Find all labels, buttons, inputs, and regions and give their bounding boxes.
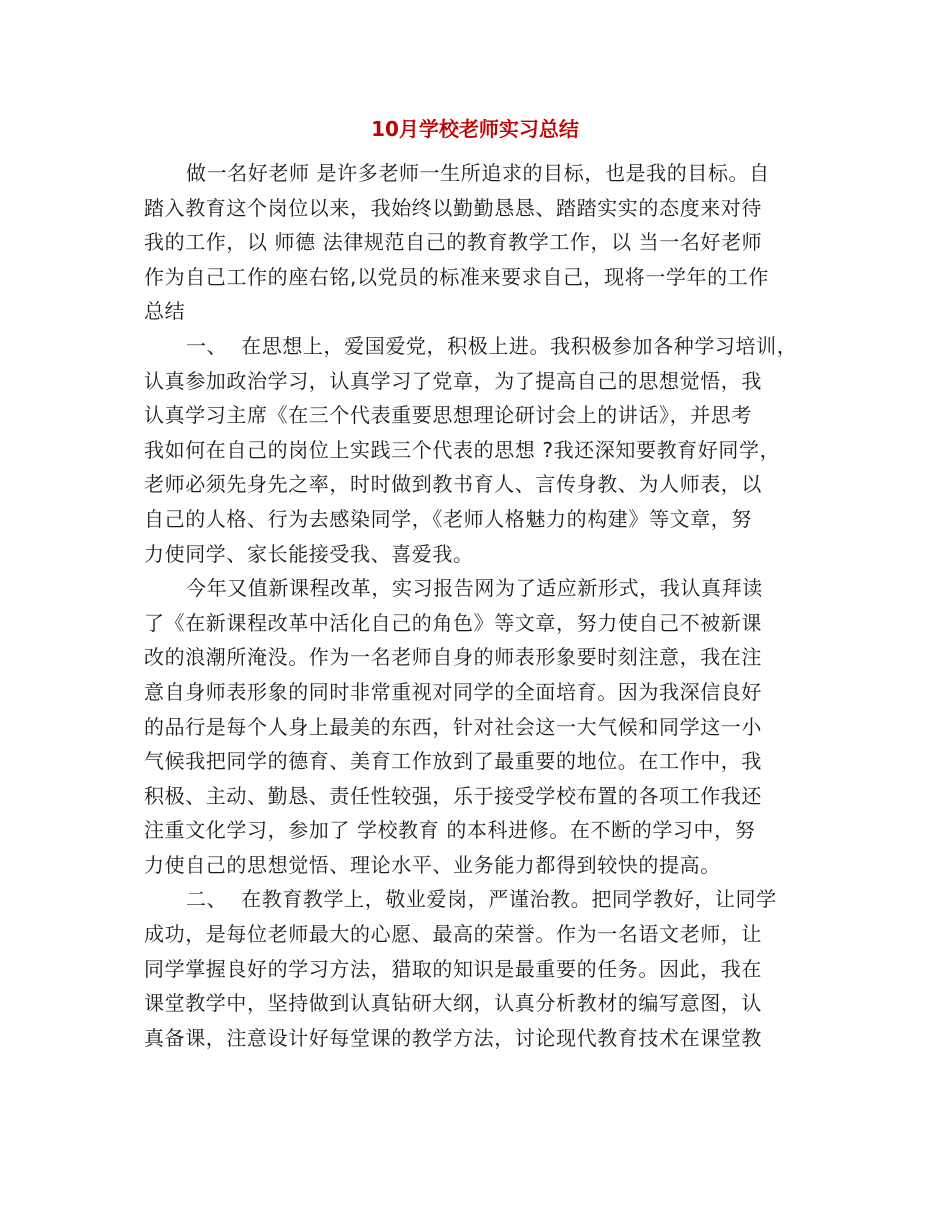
text-line: 做一名好老师 是许多老师一生所追求的目标，也是我的目标。自 [186, 161, 770, 185]
text-line: 二、 在教育教学上，敬业爱岗，严谨治教。把同学教好，让同学 [186, 887, 777, 912]
text-line: 踏入教育这个岗位以来，我始终以勤勤恳恳、踏踏实实的态度来对待 [144, 195, 762, 220]
text-line: 意自身师表形象的同时非常重视对同学的全面培育。因为我深信良好 [144, 679, 762, 704]
text-line: 一、 在思想上，爱国爱党，积极上进。我积极参加各种学习培训， [186, 333, 798, 358]
text-line: 老师必须先身先之率，时时做到教书育人、言传身教、为人师表，以 [144, 472, 762, 497]
text-line: 认真学习主席《在三个代表重要思想理论研讨会上的讲话》，并思考 [144, 403, 752, 428]
text-line: 同学掌握良好的学习方法，猎取的知识是最重要的任务。因此，我在 [144, 956, 762, 981]
text-line: 认真参加政治学习，认真学习了党章，为了提高自己的思想觉悟，我 [144, 368, 762, 393]
document-title: 10月学校老师实习总结 [371, 117, 579, 141]
document-body [144, 156, 824, 1055]
text-line: 的品行是每个人身上最美的东西，针对社会这一大气候和同学这一小 [144, 714, 762, 739]
text-line: 真备课，注意设计好每堂课的教学方法，讨论现代教育技术在课堂教 [144, 1025, 762, 1050]
text-line: 积极、主动、勤恳、责任性较强，乐于接受学校布置的各项工作我还 [144, 783, 762, 808]
text-line: 今年又值新课程改革，实习报告网为了适应新形式，我认真拜读 [186, 576, 763, 601]
text-line: 了《在新课程改革中活化自己的角色》等文章，努力使自己不被新课 [144, 610, 762, 635]
text-line: 成功，是每位老师最大的心愿、最高的荣誉。作为一名语文老师，让 [144, 922, 762, 947]
text-line: 作为自己工作的座右铭,以党员的标准来要求自己，现将一学年的工作 [144, 264, 769, 289]
text-line: 我如何在自己的岗位上实践三个代表的思想 ?我还深知要教育好同学， [144, 437, 781, 462]
text-line: 总结 [144, 299, 186, 324]
text-line: 注重文化学习，参加了 学校教育 的本科进修。在不断的学习中，努 [144, 818, 756, 843]
text-line: 课堂教学中，坚持做到认真钻研大纲，认真分析教材的编写意图，认 [144, 991, 762, 1016]
text-line: 力使自己的思想觉悟、理论水平、业务能力都得到较快的提高。 [144, 852, 721, 877]
text-line: 自己的人格、行为去感染同学，《老师人格魅力的构建》等文章，努 [144, 506, 752, 531]
text-line: 改的浪潮所淹没。作为一名老师自身的师表形象要时刻注意，我在注 [144, 645, 762, 670]
text-line: 气候我把同学的德育、美育工作放到了最重要的地位。在工作中，我 [144, 749, 762, 774]
text-line: 我的工作，以 师德 法律规范自己的教育教学工作，以 当一名好老师 [144, 230, 763, 255]
text-line: 力使同学、家长能接受我、喜爱我。 [144, 541, 474, 566]
